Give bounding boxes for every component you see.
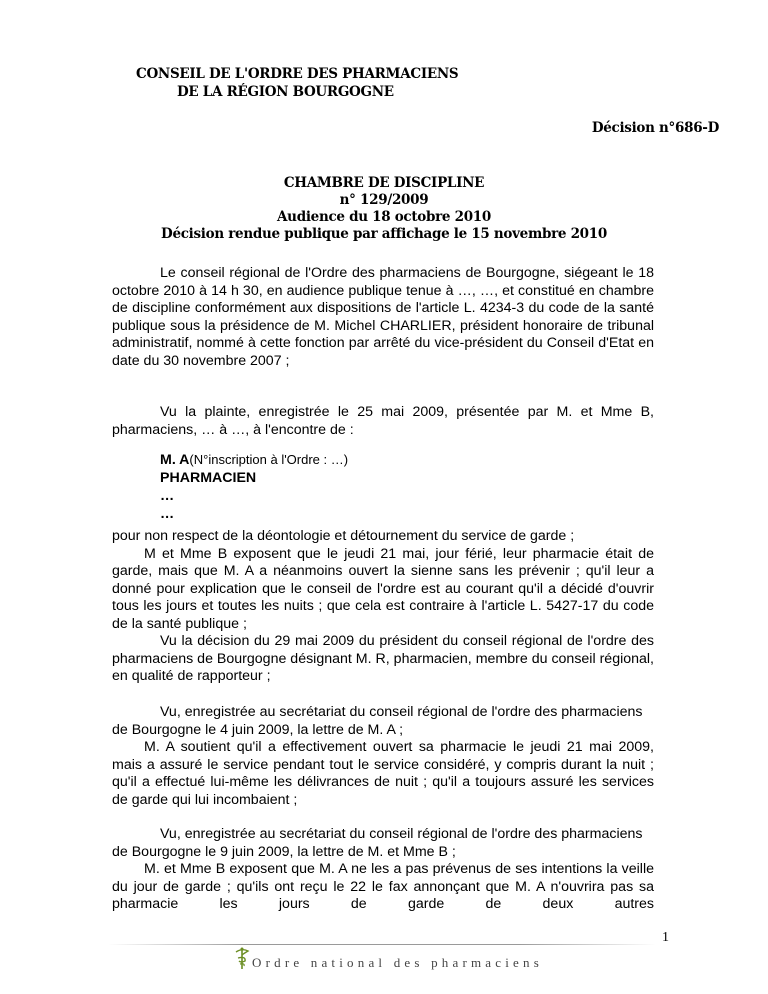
paragraph-text: Le conseil régional de l'Ordre des pharmaciens de Bourgogne, siégeant le 18 octobre 2010 à 14 h 30, en audience publique tenue à …, …, et constitué en chambre de discipline conformément aux dispositions de l'article L. 4234-3 du code de la santé publique sous la présidence de M. Michel CHARLIER, président honoraire de tribunal administratif, nommé à cette fonction par arrêté du vice-président du Conseil d'Etat en date du 30 novembre 2007 ; bbox=[112, 265, 654, 369]
paragraph-text: M et Mme B exposent que le jeudi 21 mai, jour férié, leur pharmacie était de garde, mais que M. A a néanmoins ouvert la sienne sans les prévenir ; qu'il leur a donné pour explication que le conseil de l'ordre est au courant qu'il a décidé d'ouvrir tous les jours et toutes les nuits ; que cela est contraire à l'article L. 5427-17 du code de la santé publique ; bbox=[112, 545, 654, 632]
case-number: n° 129/2009 bbox=[339, 192, 429, 208]
paragraph-text: Vu, enregistrée au secrétariat du conseil régional de l'ordre des pharmaciens de Bourgogne le 4 juin 2009, la lettre de M. A ; bbox=[112, 704, 643, 738]
respondent-block bbox=[160, 451, 348, 523]
respondent-address-1: … bbox=[160, 488, 175, 504]
paragraph-text: M. A soutient qu'il a effectivement ouvert sa pharmacie le jeudi 21 mai 2009, mais a assuré le service pendant tout le service considéré, y compris durant la nuit ; qu'il a effectué lui-même les délivrances de nuit ; qu'il a toujours assuré les services de garde qui lui incombaient ; bbox=[112, 739, 654, 808]
organization-region: DE LA RÉGION BOURGOGNE bbox=[177, 84, 394, 100]
paragraph-complaint bbox=[112, 404, 654, 439]
respondent-role: PHARMACIEN bbox=[160, 470, 257, 486]
paragraph-text: Vu la décision du 29 mai 2009 du président du conseil régional de l'ordre des pharmaciens de Bourgogne désignant M. R, pharmacien, membre du conseil régional, en qualité de rapporteur ; bbox=[112, 633, 654, 685]
respondent-name: M. A bbox=[160, 452, 190, 468]
paragraph-text: Vu, enregistrée au secrétariat du conseil régional de l'ordre des pharmaciens de Bourgogne le 9 juin 2009, la lettre de M. et Mme B ; bbox=[112, 826, 643, 860]
paragraph-text: Vu la plainte, enregistrée le 25 mai 2009, présentée par M. et Mme B, pharmaciens, … à …, à l'encontre de : bbox=[112, 404, 654, 438]
footer-divider bbox=[108, 944, 656, 945]
paragraph-letter-b bbox=[112, 826, 654, 914]
hearing-date: Audience du 18 octobre 2010 bbox=[277, 209, 491, 225]
paragraph-letter-a bbox=[112, 704, 654, 810]
paragraph-grounds bbox=[112, 528, 654, 634]
paragraph-text: pour non respect de la déontologie et détournement du service de garde ; bbox=[112, 528, 575, 544]
organization-name: CONSEIL DE L'ORDRE DES PHARMACIENS bbox=[136, 66, 459, 82]
paragraph-text: M. et Mme B exposent que M. A ne les a pas prévenus de ses intentions la veille du jour de garde ; qu'ils ont reçu le 22 le fax annonçant que M. A n'ouvrira pas sa pharmacie les jours de garde de deux autres bbox=[112, 861, 654, 913]
respondent-address-2: … bbox=[160, 506, 175, 522]
caduceus-icon bbox=[232, 946, 252, 970]
respondent-inscription: (N°inscription à l'Ordre : …) bbox=[189, 452, 349, 467]
paragraph-composition bbox=[112, 265, 654, 371]
publication-date: Décision rendue publique par affichage le 15 novembre 2010 bbox=[161, 226, 607, 242]
footer-organization: Ordre national des pharmaciens bbox=[252, 955, 543, 970]
paragraph-rapporteur bbox=[112, 633, 654, 686]
chamber-title: CHAMBRE DE DISCIPLINE bbox=[283, 175, 485, 191]
decision-number: Décision n°686-D bbox=[591, 120, 719, 136]
page-number: 1 bbox=[662, 930, 669, 945]
